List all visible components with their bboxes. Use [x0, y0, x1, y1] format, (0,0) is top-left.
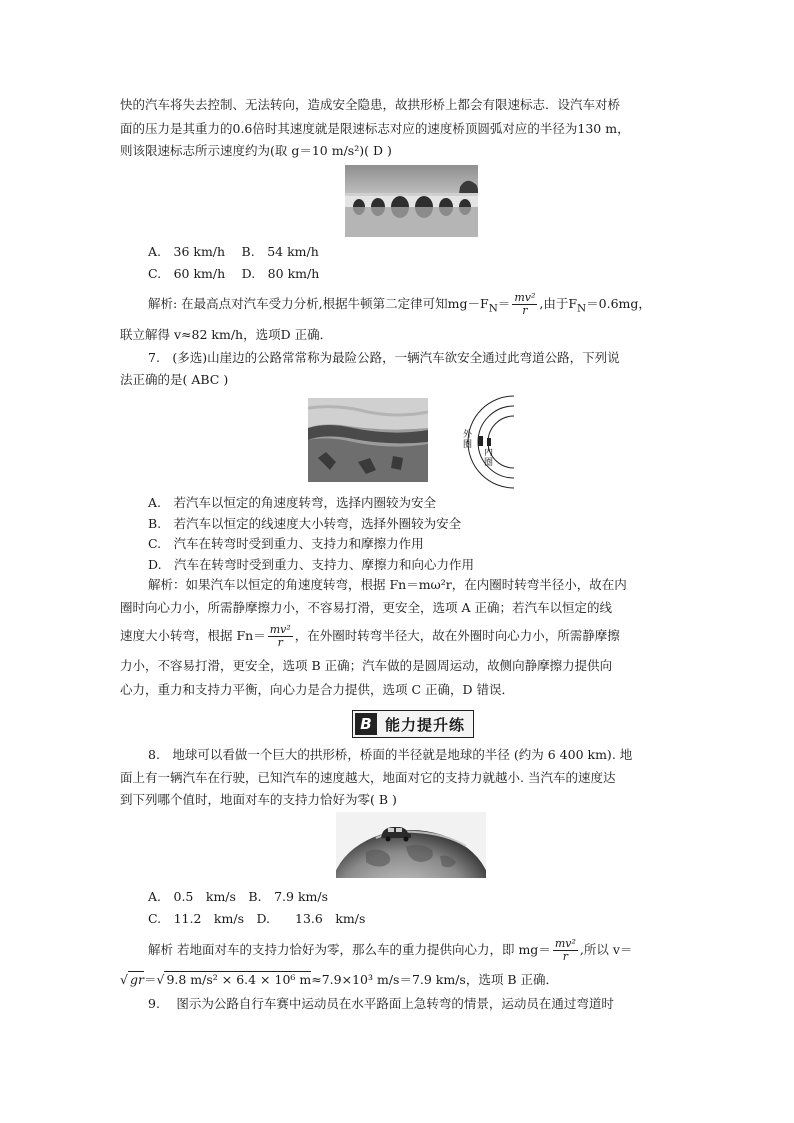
q6-analysis-part-a: 解析: 在最高点对汽车受力分析,根据牛顿第二定律可知mg－F: [148, 296, 489, 311]
sqrt-sign-1: √: [120, 972, 128, 987]
outer-lane-label: 外圈: [463, 430, 473, 450]
q6-analysis-line-1: [148, 292, 708, 320]
q8-sqrt-gr: gr: [129, 972, 144, 987]
q6-analysis-line-2: 联立解得 v≈82 km/h，选项D 正确．: [120, 327, 333, 342]
q8-options-ab: A. 0.5 km/s B. 7.9 km/s: [148, 889, 328, 904]
earth-car-photo: [336, 812, 486, 878]
q6-analysis-part-b: ＝: [497, 296, 511, 311]
cliff-road-photo: [308, 398, 428, 482]
q8-frac-den: r: [562, 950, 568, 963]
q6-frac-num: mv²: [514, 291, 536, 304]
q7-option-b: B. 若汽车以恒定的线速度大小转弯，选择外圈较为安全: [148, 516, 462, 531]
q7-frac-num: mv²: [269, 623, 291, 636]
q6-analysis-part-c: ,由于F: [539, 296, 578, 311]
q7-fraction: [268, 624, 293, 649]
q7-option-d: D. 汽车在转弯时受到重力、支持力、摩擦力和向心力作用: [148, 557, 475, 572]
q8-text-line-1: 8. 地球可以看做一个巨大的拱形桥，桥面的半径就是地球的半径 (约为 6 400 km). 地: [148, 747, 633, 762]
q7-analysis-3-part-a: 速度大小转弯，根据 Fn＝: [120, 628, 266, 643]
section-banner: [352, 710, 474, 738]
q8-analysis-result: ≈7.9×10³ m/s＝7.9 km/s，选项 B 正确．: [311, 972, 558, 987]
q8-frac-num: mv²: [554, 937, 576, 950]
q6-options-ab: A. 36 km/h B. 54 km/h: [148, 244, 319, 259]
q7-option-c: C. 汽车在转弯时受到重力、支持力和摩擦力作用: [148, 536, 424, 551]
q6-frac-den: r: [522, 304, 528, 317]
q6-sub-n: N: [488, 302, 498, 315]
q8-analysis-part-b: ,所以 v＝: [579, 942, 633, 957]
q6-options-cd: C. 60 km/h D. 80 km/h: [148, 266, 320, 281]
q7-analysis-line-4: 力小，不容易打滑，更安全，选项 B 正确；汽车做的是圆周运动，故侧向静摩擦力提供向: [120, 658, 613, 673]
q6-analysis-part-d: ＝0.6mg，: [586, 296, 651, 311]
q8-analysis-line-2: [120, 969, 680, 991]
q6-text-line-3: 则该限速标志所示速度约为(取 g＝10 m/s²)( D ): [120, 143, 392, 158]
q8-equals: ＝: [143, 972, 157, 987]
q8-analysis-part-a: 解析 若地面对车的支持力恰好为零，那么车的重力提供向心力，即 mg＝: [148, 942, 551, 957]
q6-fraction: [512, 292, 537, 317]
q7-text-line-2: 法正确的是( ABC ): [120, 372, 229, 387]
q6-text-line-2: 面的压力是其重力的0.6倍时其速度就是限速标志对应的速度桥顶圆弧对应的半径为130 m，: [120, 121, 630, 136]
q7-analysis-line-2: 圈时向心力小，所需静摩擦力小，不容易打滑，更安全，选项 A 正确；若汽车以恒定的线: [120, 600, 612, 615]
q7-option-a: A. 若汽车以恒定的角速度转弯，选择内圈较为安全: [148, 495, 437, 510]
q6-text-line-1: 快的汽车将失去控制、无法转向，造成安全隐患，故拱形桥上都会有限速标志．设汽车对桥: [120, 97, 621, 112]
arch-bridge-photo: [345, 165, 478, 237]
q8-options-cd: C. 11.2 km/s D. 13.6 km/s: [148, 911, 366, 926]
q8-text-line-2: 面上有一辆汽车在行驶，已知汽车的速度越大，地面对它的支持力就越小. 当汽车的速度达: [120, 770, 616, 785]
section-title: 能力提升练: [385, 715, 466, 734]
q7-analysis-line-1: 解析：如果汽车以恒定的角速度转弯，根据 Fn＝mω²r，在内圈时转弯半径小，故在内: [148, 577, 627, 592]
q9-text-line-1: 9. 图示为公路自行车赛中运动员在水平路面上急转弯的情景，运动员在通过弯道时: [148, 996, 614, 1011]
q8-analysis-line-1: [148, 938, 708, 963]
q8-sqrt-values: 9.8 m/s² × 6.4 × 10⁶ m: [166, 972, 312, 987]
inner-lane-label: 内圈: [484, 448, 494, 468]
q7-frac-den: r: [277, 636, 283, 649]
q6-sub-n-2: N: [577, 302, 587, 315]
q8-text-line-3: 到下列哪个值时，地面对车的支持力恰好为零( B ): [120, 792, 397, 807]
q7-text-line-1: 7. (多选)山崖边的公路常常称为最险公路，一辆汽车欲安全通过此弯道公路，下列说: [148, 350, 620, 365]
section-letter-badge: B: [355, 713, 377, 735]
q8-fraction: [553, 938, 578, 963]
q7-analysis-line-5: 心力，重力和支持力平衡，向心力是合力提供，选项 C 正确，D 错误．: [120, 682, 515, 697]
q7-analysis-3-part-b: ，在外圈时转弯半径大，故在外圈时向心力小，所需静摩擦: [294, 628, 620, 643]
sqrt-sign-2: √: [156, 972, 165, 987]
q7-analysis-line-3: [120, 624, 680, 649]
